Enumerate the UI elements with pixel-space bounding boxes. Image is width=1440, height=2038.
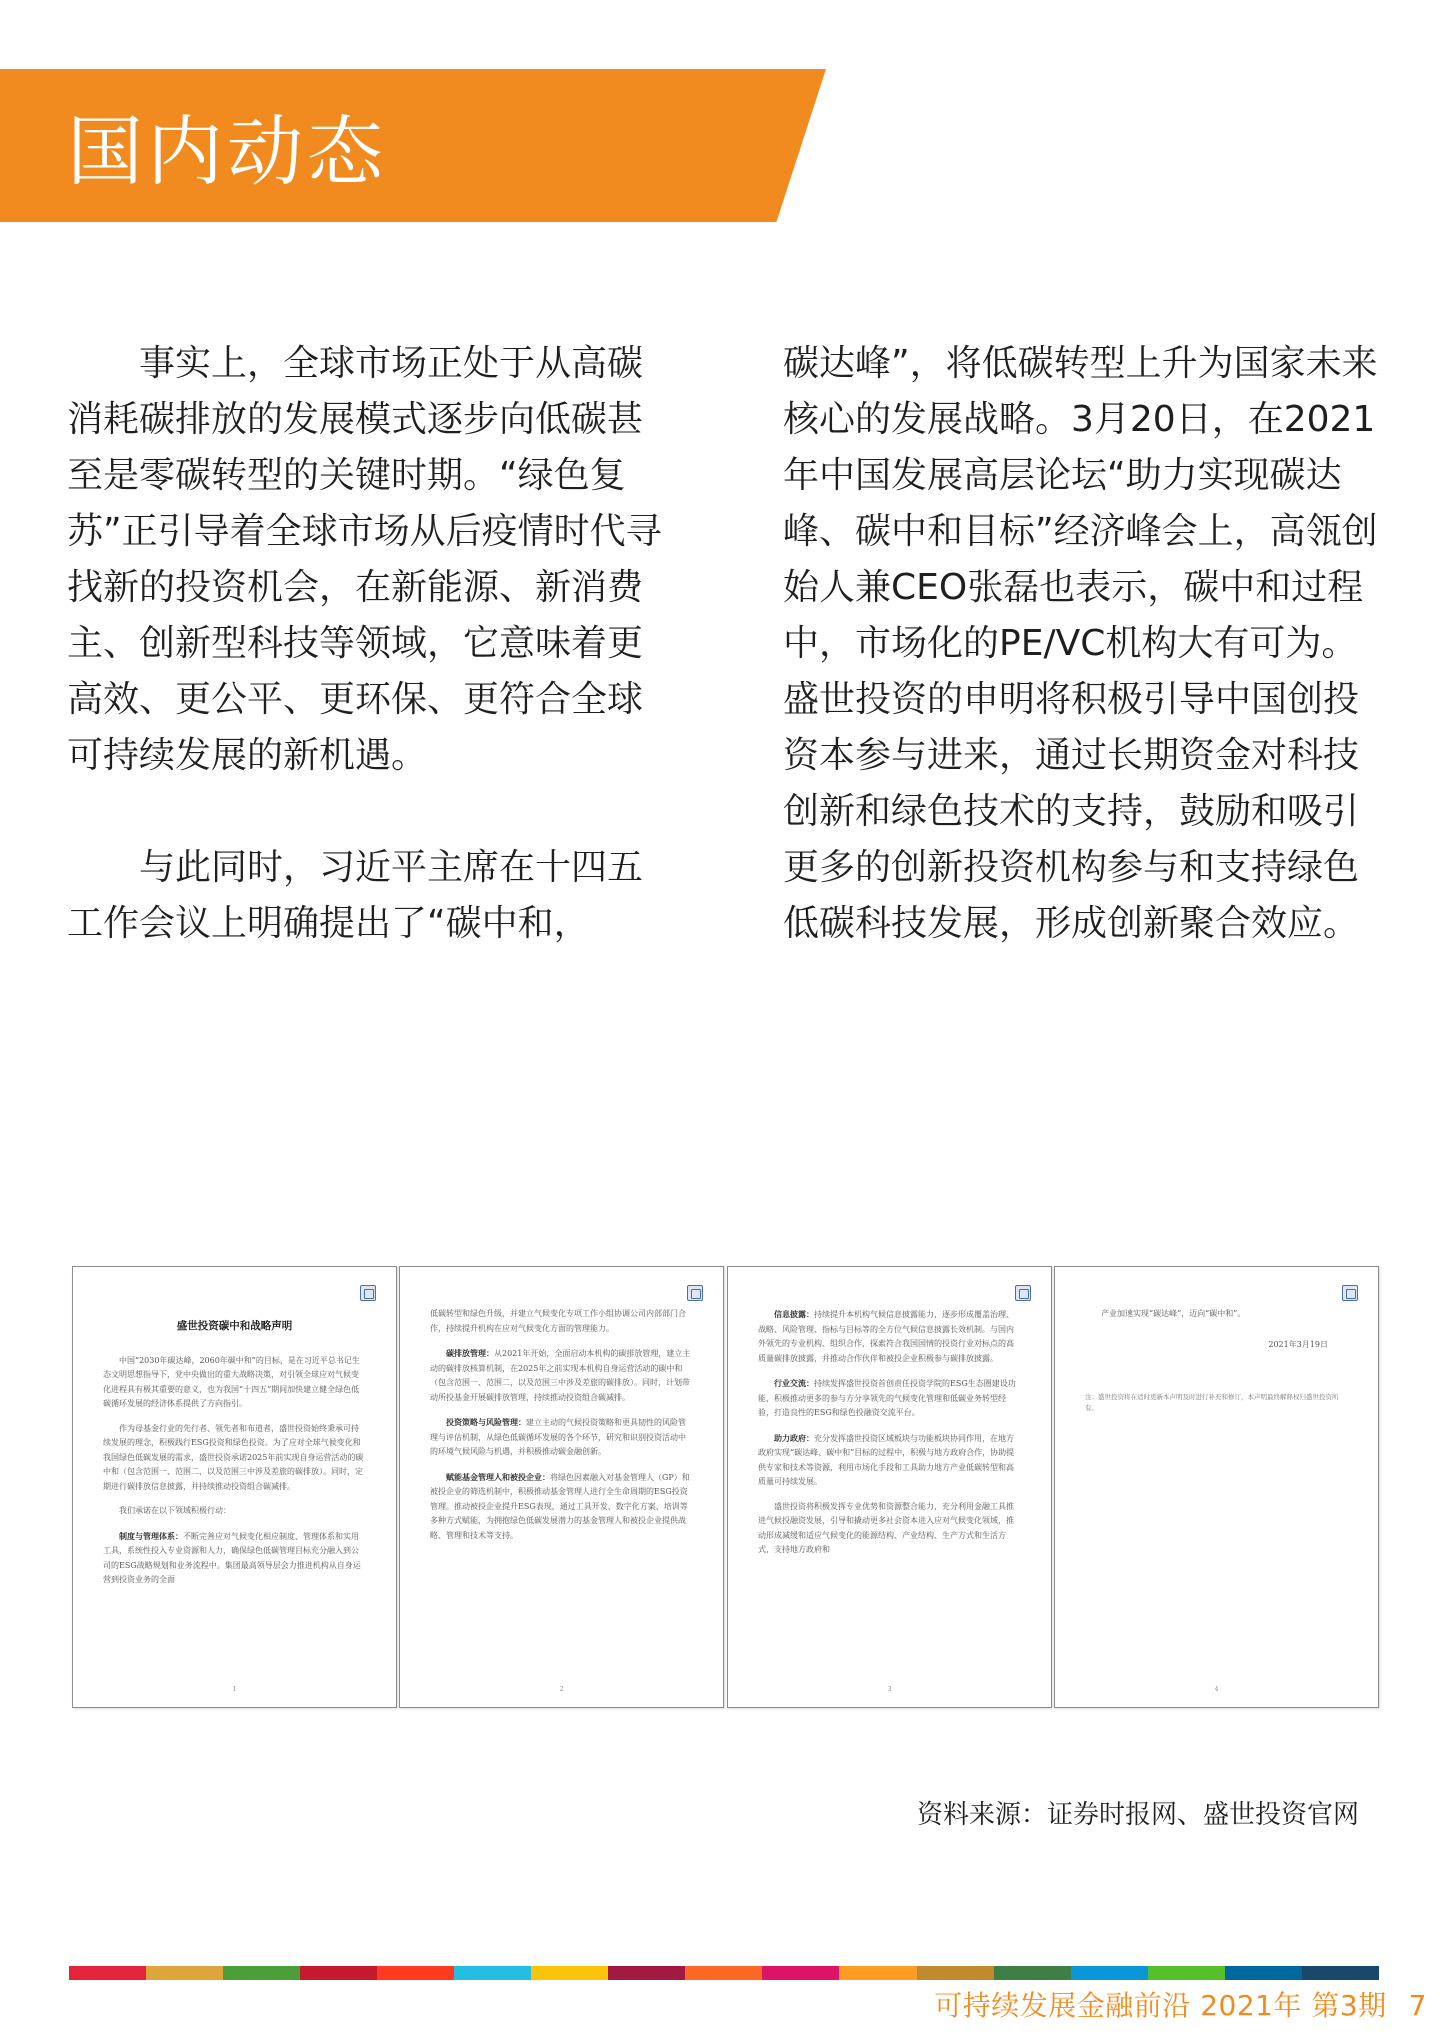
doc-text: 将绿色因素融入对基金管理人（GP）和被投企业的筛选机制中，积极推动基金管理人进行全生命周期的ESG投资管理。推动被投企业提升ESG表现，通过工具开发、数字化方案、培训等多种方式赋能，为拥抱绿色低碳发展潜力的基金管理人和被投企业提供战略、管理和技术等支持。 bbox=[430, 1472, 690, 1540]
doc-bold-lead: 投资策略与风险管理： bbox=[446, 1417, 526, 1427]
page-number: 7 bbox=[1408, 1989, 1427, 2022]
doc-text: 建立主动的气候投资策略和更具韧性的风险管理与评估机制，从绿色低碳循环发展的各个环节，研究和识别投资活动中的环境气候风险与机遇，并积极推动碳金融创新。 bbox=[430, 1418, 686, 1456]
doc-paragraph: 盛世投资将积极发挥专业优势和资源整合能力，充分利用金融工具推进气候投融资发展，引导和撬动更多社会资本进入应对气候变化领域，推动形成减缓和适应气候变化的能源结构、产业结构、生产方式和生活方式，支持地方政府和 bbox=[758, 1501, 1014, 1554]
color-segment bbox=[300, 1966, 377, 1980]
doc-page-number: 3 bbox=[887, 1685, 892, 1693]
color-segment bbox=[69, 1966, 146, 1980]
page-title: 国内动态 bbox=[67, 107, 387, 196]
doc-page-number: 2 bbox=[559, 1685, 564, 1693]
document-page-1 bbox=[72, 1266, 397, 1708]
publication-name: 可持续发展金融前沿 2021年 第3期 bbox=[934, 1989, 1387, 2022]
paragraph: 事实上，全球市场正处于从高碳消耗碳排放的发展模式逐步向低碳甚至是零碳转型的关键时期。“绿色复苏”正引导着全球市场从后疫情时代寻找新的投资机会，在新能源、新消费主、创新型科技等领域，它意味着更高效、更公平、更环保、更符合全球可持续发展的新机遇。 bbox=[67, 343, 662, 776]
doc-text: 从2021年开始，全面启动本机构的碳排放管理，建立主动的碳排放核算机制，在2025年之前实现本机构自身运营活动的碳中和（包含范围一、范围二，以及范围三中涉及差旅的碳排放）。同时，计划带动所投基金开展碳排放管理，持续推动投资组合碳减排。 bbox=[430, 1349, 691, 1402]
doc-paragraph: 我们承诺在以下领域积极行动： bbox=[119, 1506, 231, 1515]
left-column bbox=[67, 336, 667, 952]
doc-page-number: 1 bbox=[232, 1685, 237, 1693]
color-segment bbox=[454, 1966, 531, 1980]
doc-paragraph bbox=[430, 1415, 693, 1460]
color-segment bbox=[839, 1966, 916, 1980]
doc-note: 注：盛世投资将在适时更新本声明及时进行补充和修订，本声明最终解释权归盛世投资所有。 bbox=[1085, 1393, 1339, 1412]
sdg-color-bar bbox=[69, 1966, 1379, 1980]
doc-text: 充分发挥盛世投资区域板块与功能板块协同作用，在地方政府实现“碳达峰、碳中和”目标的过程中，积极与地方政府合作，协助提供专家和技术等资源，利用市场化手段和工具助力地方产业低碳转型和高质量可持续发展。 bbox=[758, 1433, 1015, 1486]
color-segment bbox=[608, 1966, 685, 1980]
doc-bold-lead: 助力政府： bbox=[774, 1432, 814, 1443]
doc-bold-lead: 碳排放管理： bbox=[446, 1348, 494, 1358]
color-segment bbox=[1148, 1966, 1225, 1980]
doc-text: 持续提升本机构气候信息披露能力，逐步形成覆盖治理、战略、风险管理、指标与目标等的全方位气候信息披露长效机制。与国内外领先的专业机构、组织合作，探索符合我国国情的投资行业对标点的高质量碳排放披露，并推动合作伙伴和被投企业积极参与碳排放披露。 bbox=[758, 1310, 1014, 1363]
paragraph: 与此同时，习近平主席在十四五工作会议上明确提出了“碳中和， bbox=[67, 847, 644, 944]
doc-page-number: 4 bbox=[1214, 1685, 1219, 1693]
document-page-2 bbox=[399, 1266, 724, 1708]
color-segment bbox=[917, 1966, 994, 1980]
color-segment bbox=[223, 1966, 300, 1980]
doc-text: 不断完善应对气候变化相应制度、管理体系和实用工具，系统性投入专业资源和人力，确保绿色低碳管理目标充分融入到公司的ESG战略规划和业务流程中。集团最高领导层会力推进机构从自身运营到投资业务的全面 bbox=[103, 1531, 361, 1584]
doc-bold-lead: 制度与管理体系： bbox=[119, 1530, 183, 1541]
doc-date: 2021年3月19日 bbox=[1268, 1339, 1328, 1349]
doc-paragraph: 产业加速实现“碳达峰”，迈向“碳中和”。 bbox=[1101, 1309, 1246, 1318]
color-segment bbox=[1071, 1966, 1148, 1980]
company-logo-icon bbox=[687, 1285, 703, 1301]
document-thumbnails bbox=[72, 1266, 1379, 1708]
doc-bold-lead: 行业交流： bbox=[774, 1378, 814, 1388]
document-page-4 bbox=[1054, 1266, 1379, 1708]
color-segment bbox=[146, 1966, 223, 1980]
document-page-3 bbox=[727, 1266, 1052, 1708]
color-segment bbox=[994, 1966, 1071, 1980]
doc-bold-lead: 赋能基金管理人和被投企业： bbox=[446, 1471, 550, 1482]
doc-paragraph: 中国“2030年碳达峰，2060年碳中和”的目标，是在习近平总书记生态文明思想指导下，党中央做出的重大战略决策，对引领全球应对气候变化进程具有极其重要的意义，也为我国“十四五”期间加快建立健全绿色低碳循环发展的经济体系提供了方向指引。 bbox=[103, 1355, 360, 1408]
color-segment bbox=[685, 1966, 762, 1980]
doc-paragraph bbox=[758, 1376, 1021, 1421]
page-footer bbox=[934, 1984, 1427, 2024]
color-segment bbox=[377, 1966, 454, 1980]
right-column bbox=[783, 336, 1391, 952]
doc-paragraph: 低碳转型和绿色升级，并建立气候变化专项工作小组协调公司内部部门合作，持续提升机构在应对气候变化方面的管理能力。 bbox=[430, 1309, 686, 1333]
doc-bold-lead: 信息披露： bbox=[774, 1309, 814, 1319]
doc-text: 持续发挥盛世投资首创责任投资学院的ESG生态圈建设功能，积极推动更多的参与方分享领先的气候变化管理和低碳业务转型经验，打造良性的ESG和绿色投融资交流平台。 bbox=[758, 1379, 1016, 1417]
doc-paragraph bbox=[430, 1346, 693, 1405]
source-citation: 资料来源：证券时报网、盛世投资官网 bbox=[916, 1800, 1359, 1830]
doc-paragraph: 作为母基金行业的先行者、领先者和布道者，盛世投资始终秉承可持续发展的理念，积极践行ESG投资和绿色投资。为了应对全球气候变化和我国绿色低碳发展的需求，盛世投资承诺2025年前实现自身运营活动的碳中和（包含范围一、范围二，以及范围三中涉及差旅的碳排放）。同时，定期进行碳排放信息披露，并持续推动投资组合碳减排。 bbox=[103, 1423, 364, 1491]
document-title: 盛世投资碳中和战略声明 bbox=[176, 1320, 293, 1332]
company-logo-icon bbox=[1015, 1285, 1031, 1301]
color-segment bbox=[1225, 1966, 1302, 1980]
color-segment bbox=[1302, 1966, 1379, 1980]
doc-paragraph bbox=[103, 1529, 366, 1588]
color-segment bbox=[762, 1966, 839, 1980]
doc-paragraph bbox=[430, 1470, 693, 1544]
color-segment bbox=[531, 1966, 608, 1980]
company-logo-icon bbox=[360, 1285, 376, 1301]
company-logo-icon bbox=[1342, 1285, 1358, 1301]
doc-paragraph bbox=[758, 1307, 1021, 1366]
paragraph: 碳达峰”，将低碳转型上升为国家未来核心的发展战略。3月20日，在2021年中国发展高层论坛“助力实现碳达峰、碳中和目标”经济峰会上，高瓴创始人兼CEO张磊也表示，碳中和过程中，市场化的PE/VC机构大有可为。盛世投资的申明将积极引导中国创投资本参与进来，通过长期资金对科技创新和绿色技术的支持，鼓励和吸引更多的创新投资机构参与和支持绿色低碳科技发展，形成创新聚合效应。 bbox=[783, 343, 1378, 944]
doc-paragraph bbox=[758, 1431, 1021, 1490]
